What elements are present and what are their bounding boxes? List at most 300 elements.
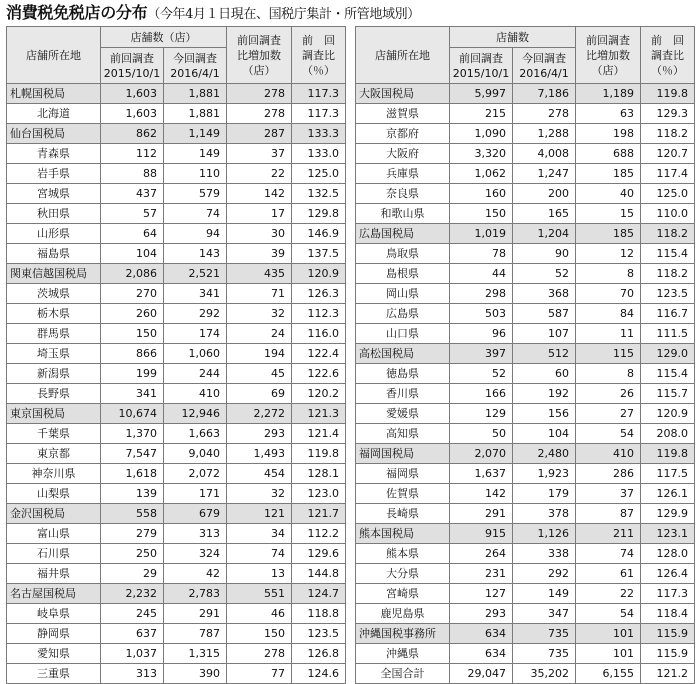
cell-increase: 37 [227,144,292,164]
cell-increase: 27 [576,404,641,424]
cell-increase: 278 [227,644,292,664]
cell-ratio: 116.0 [292,324,346,344]
cell-increase: 121 [227,504,292,524]
page-subtitle: （今年4月１日現在、国税庁集計・所管地域別） [147,7,420,22]
header-curr-date: 2016/4/1 [519,66,569,80]
cell-ratio: 120.7 [641,144,695,164]
bureau-row [7,124,346,144]
cell-location: 福井県 [7,564,101,584]
cell-location: 札幌国税局 [7,84,101,104]
cell-ratio: 117.3 [641,584,695,604]
prefecture-row [7,224,346,244]
cell-curr-count: 94 [164,224,227,244]
cell-location: 鹿児島県 [356,604,450,624]
bureau-row [7,584,346,604]
header-curr-survey [513,48,576,84]
cell-curr-count: 4,008 [513,144,576,164]
cell-ratio: 117.5 [641,464,695,484]
cell-prev-count: 1,090 [450,124,513,144]
cell-increase: 211 [576,524,641,544]
prefecture-row [7,284,346,304]
cell-ratio: 121.2 [641,664,695,684]
cell-ratio: 118.2 [641,224,695,244]
cell-curr-count: 1,881 [164,84,227,104]
cell-increase: 150 [227,624,292,644]
cell-curr-count: 1,204 [513,224,576,244]
prefecture-row [356,504,695,524]
cell-location: 沖縄県 [356,644,450,664]
header-location: 店舗所在地 [356,27,450,84]
cell-location: 愛媛県 [356,404,450,424]
cell-ratio: 115.4 [641,364,695,384]
cell-prev-count: 142 [450,484,513,504]
bureau-row [7,84,346,104]
cell-location: 佐賀県 [356,484,450,504]
cell-increase: 84 [576,304,641,324]
prefecture-row [7,544,346,564]
cell-location: 長野県 [7,384,101,404]
prefecture-row [7,304,346,324]
cell-location: 広島県 [356,304,450,324]
prefecture-row [7,444,346,464]
cell-curr-count: 12,946 [164,404,227,424]
cell-increase: 278 [227,104,292,124]
cell-increase: 39 [227,244,292,264]
cell-curr-count: 171 [164,484,227,504]
cell-ratio: 124.7 [292,584,346,604]
header-prev-date: 2015/10/1 [103,66,161,80]
cell-increase: 34 [227,524,292,544]
cell-prev-count: 129 [450,404,513,424]
cell-location: 関東信越国税局 [7,264,101,284]
cell-curr-count: 104 [513,424,576,444]
cell-curr-count: 292 [513,564,576,584]
cell-ratio: 121.4 [292,424,346,444]
cell-increase: 11 [576,324,641,344]
cell-ratio: 117.4 [641,164,695,184]
cell-location: 長崎県 [356,504,450,524]
cell-prev-count: 264 [450,544,513,564]
cell-curr-count: 90 [513,244,576,264]
cell-increase: 551 [227,584,292,604]
cell-ratio: 122.6 [292,364,346,384]
cell-curr-count: 42 [164,564,227,584]
cell-increase: 185 [576,164,641,184]
cell-location: 岡山県 [356,284,450,304]
header-increase-line3: （店） [591,63,625,77]
cell-location: 宮崎県 [356,584,450,604]
cell-location: 名古屋国税局 [7,584,101,604]
cell-prev-count: 2,232 [101,584,164,604]
cell-curr-count: 1,663 [164,424,227,444]
cell-increase: 87 [576,504,641,524]
header-ratio [641,27,695,84]
bureau-row [356,524,695,544]
header-curr-date: 2016/4/1 [170,66,220,80]
cell-increase: 12 [576,244,641,264]
cell-ratio: 124.6 [292,664,346,684]
header-increase [227,27,292,84]
prefecture-row [356,404,695,424]
cell-curr-count: 60 [513,364,576,384]
cell-ratio: 126.1 [641,484,695,504]
cell-location: 仙台国税局 [7,124,101,144]
cell-ratio: 123.5 [641,284,695,304]
cell-increase: 293 [227,424,292,444]
cell-curr-count: 174 [164,324,227,344]
cell-curr-count: 192 [513,384,576,404]
cell-increase: 194 [227,344,292,364]
cell-ratio: 112.3 [292,304,346,324]
cell-curr-count: 52 [513,264,576,284]
bureau-row [7,404,346,424]
cell-prev-count: 2,070 [450,444,513,464]
prefecture-row [356,364,695,384]
cell-prev-count: 1,603 [101,104,164,124]
cell-prev-count: 341 [101,384,164,404]
prefecture-row [7,144,346,164]
cell-curr-count: 7,186 [513,84,576,104]
cell-prev-count: 199 [101,364,164,384]
cell-curr-count: 735 [513,644,576,664]
cell-location: 徳島県 [356,364,450,384]
cell-increase: 24 [227,324,292,344]
cell-location: 東京国税局 [7,404,101,424]
prefecture-row [7,644,346,664]
cell-prev-count: 250 [101,544,164,564]
cell-increase: 286 [576,464,641,484]
cell-prev-count: 245 [101,604,164,624]
prefecture-row [356,144,695,164]
cell-location: 秋田県 [7,204,101,224]
cell-prev-count: 866 [101,344,164,364]
cell-prev-count: 558 [101,504,164,524]
cell-location: 金沢国税局 [7,504,101,524]
cell-prev-count: 1,370 [101,424,164,444]
prefecture-row [356,384,695,404]
prefecture-row [7,624,346,644]
header-store-count: 店舗数（店） [101,27,227,48]
cell-ratio: 115.9 [641,624,695,644]
prefecture-row [356,564,695,584]
cell-location: 茨城県 [7,284,101,304]
cell-increase: 2,272 [227,404,292,424]
cell-location: 岩手県 [7,164,101,184]
cell-prev-count: 150 [101,324,164,344]
cell-increase: 198 [576,124,641,144]
cell-increase: 410 [576,444,641,464]
cell-location: 宮城県 [7,184,101,204]
cell-prev-count: 50 [450,424,513,444]
header-curr-label: 今回調査 [522,51,566,65]
header-ratio-line2: 調査比 [302,48,335,62]
prefecture-row [7,104,346,124]
cell-increase: 61 [576,564,641,584]
cell-ratio: 125.0 [292,164,346,184]
cell-curr-count: 9,040 [164,444,227,464]
cell-location: 奈良県 [356,184,450,204]
prefecture-row [356,484,695,504]
cell-ratio: 128.0 [641,544,695,564]
cell-increase: 69 [227,384,292,404]
cell-location: 静岡県 [7,624,101,644]
prefecture-row [356,264,695,284]
header-ratio-line3: （％） [651,63,684,77]
bureau-row [356,84,695,104]
cell-location: 兵庫県 [356,164,450,184]
cell-location: 栃木県 [7,304,101,324]
cell-increase: 30 [227,224,292,244]
cell-location: 沖縄国税事務所 [356,624,450,644]
cell-curr-count: 313 [164,524,227,544]
cell-curr-count: 324 [164,544,227,564]
cell-increase: 101 [576,644,641,664]
cell-ratio: 118.4 [641,604,695,624]
prefecture-row [356,184,695,204]
header-curr-survey [164,48,227,84]
header-ratio-line1: 前 回 [651,33,684,47]
cell-location: 大阪府 [356,144,450,164]
prefecture-row [7,384,346,404]
cell-ratio: 123.5 [292,624,346,644]
cell-prev-count: 270 [101,284,164,304]
prefecture-row [356,204,695,224]
cell-curr-count: 341 [164,284,227,304]
cell-prev-count: 3,320 [450,144,513,164]
cell-increase: 688 [576,144,641,164]
cell-increase: 101 [576,624,641,644]
cell-ratio: 121.3 [292,404,346,424]
cell-location: 神奈川県 [7,464,101,484]
cell-ratio: 120.9 [292,264,346,284]
header-curr-label: 今回調査 [173,51,217,65]
cell-prev-count: 1,037 [101,644,164,664]
cell-location: 新潟県 [7,364,101,384]
cell-prev-count: 313 [101,664,164,684]
cell-prev-count: 7,547 [101,444,164,464]
bureau-row [7,264,346,284]
cell-prev-count: 88 [101,164,164,184]
cell-location: 岐阜県 [7,604,101,624]
cell-prev-count: 293 [450,604,513,624]
cell-increase: 70 [576,284,641,304]
header-prev-survey [450,48,513,84]
cell-location: 熊本国税局 [356,524,450,544]
cell-increase: 287 [227,124,292,144]
cell-increase: 15 [576,204,641,224]
header-increase-line1: 前回調査 [586,33,630,47]
prefecture-row [7,184,346,204]
cell-curr-count: 2,521 [164,264,227,284]
cell-curr-count: 149 [513,584,576,604]
cell-curr-count: 679 [164,504,227,524]
cell-prev-count: 1,603 [101,84,164,104]
cell-ratio: 125.0 [641,184,695,204]
cell-location: 山形県 [7,224,101,244]
cell-curr-count: 2,072 [164,464,227,484]
prefecture-row [7,564,346,584]
cell-ratio: 126.8 [292,644,346,664]
cell-curr-count: 512 [513,344,576,364]
total-row [356,664,695,684]
cell-increase: 37 [576,484,641,504]
cell-location: 福島県 [7,244,101,264]
cell-increase: 22 [576,584,641,604]
cell-prev-count: 637 [101,624,164,644]
cell-location: 島根県 [356,264,450,284]
cell-ratio: 119.8 [641,84,695,104]
prefecture-row [356,424,695,444]
cell-increase: 54 [576,604,641,624]
cell-curr-count: 587 [513,304,576,324]
cell-prev-count: 862 [101,124,164,144]
cell-ratio: 132.5 [292,184,346,204]
cell-ratio: 129.8 [292,204,346,224]
cell-prev-count: 298 [450,284,513,304]
cell-prev-count: 78 [450,244,513,264]
cell-location: 山梨県 [7,484,101,504]
cell-ratio: 133.0 [292,144,346,164]
cell-curr-count: 1,126 [513,524,576,544]
cell-ratio: 116.7 [641,304,695,324]
cell-increase: 22 [227,164,292,184]
cell-ratio: 115.4 [641,244,695,264]
cell-location: 鳥取県 [356,244,450,264]
cell-location: 広島国税局 [356,224,450,244]
cell-curr-count: 74 [164,204,227,224]
header-store-count: 店舗数 [450,27,576,48]
prefecture-row [356,604,695,624]
header-ratio-line1: 前 回 [302,33,335,47]
cell-ratio: 111.5 [641,324,695,344]
cell-location: 群馬県 [7,324,101,344]
cell-prev-count: 44 [450,264,513,284]
cell-prev-count: 139 [101,484,164,504]
cell-increase: 435 [227,264,292,284]
cell-location: 三重県 [7,664,101,684]
cell-curr-count: 110 [164,164,227,184]
cell-location: 大分県 [356,564,450,584]
distribution-table-left [6,26,346,684]
prefecture-row [7,484,346,504]
cell-prev-count: 437 [101,184,164,204]
cell-ratio: 110.0 [641,204,695,224]
cell-increase: 454 [227,464,292,484]
cell-ratio: 129.9 [641,504,695,524]
cell-curr-count: 368 [513,284,576,304]
header-increase-line1: 前回調査 [237,33,281,47]
bureau-row [356,344,695,364]
cell-ratio: 119.8 [641,444,695,464]
cell-curr-count: 143 [164,244,227,264]
cell-ratio: 144.8 [292,564,346,584]
prefecture-row [356,164,695,184]
cell-prev-count: 231 [450,564,513,584]
cell-curr-count: 1,060 [164,344,227,364]
cell-increase: 32 [227,304,292,324]
page-title: 消費税免税店の分布 [6,3,148,22]
cell-prev-count: 1,062 [450,164,513,184]
cell-prev-count: 634 [450,644,513,664]
cell-curr-count: 410 [164,384,227,404]
cell-location: 和歌山県 [356,204,450,224]
cell-prev-count: 57 [101,204,164,224]
prefecture-row [356,324,695,344]
cell-prev-count: 1,618 [101,464,164,484]
cell-prev-count: 127 [450,584,513,604]
title-row [6,2,696,24]
distribution-table-right [355,26,695,684]
cell-prev-count: 291 [450,504,513,524]
cell-ratio: 115.7 [641,384,695,404]
cell-ratio: 137.5 [292,244,346,264]
cell-curr-count: 390 [164,664,227,684]
cell-ratio: 115.9 [641,644,695,664]
cell-curr-count: 787 [164,624,227,644]
cell-curr-count: 1,315 [164,644,227,664]
cell-curr-count: 338 [513,544,576,564]
cell-increase: 40 [576,184,641,204]
cell-prev-count: 1,637 [450,464,513,484]
cell-ratio: 118.2 [641,124,695,144]
cell-curr-count: 1,923 [513,464,576,484]
cell-ratio: 123.0 [292,484,346,504]
bureau-row [356,624,695,644]
cell-prev-count: 166 [450,384,513,404]
cell-increase: 13 [227,564,292,584]
prefecture-row [356,304,695,324]
cell-curr-count: 244 [164,364,227,384]
cell-increase: 1,189 [576,84,641,104]
cell-prev-count: 104 [101,244,164,264]
cell-location: 山口県 [356,324,450,344]
prefecture-row [356,544,695,564]
cell-location: 青森県 [7,144,101,164]
cell-location: 愛知県 [7,644,101,664]
cell-increase: 74 [576,544,641,564]
prefecture-row [7,664,346,684]
cell-location: 全国合計 [356,664,450,684]
prefecture-row [7,204,346,224]
cell-location: 富山県 [7,524,101,544]
header-prev-survey [101,48,164,84]
cell-ratio: 128.1 [292,464,346,484]
cell-increase: 71 [227,284,292,304]
cell-prev-count: 915 [450,524,513,544]
cell-increase: 8 [576,364,641,384]
cell-curr-count: 179 [513,484,576,504]
cell-ratio: 122.4 [292,344,346,364]
header-increase-line2: 比増加数 [237,48,281,62]
cell-curr-count: 1,881 [164,104,227,124]
cell-increase: 1,493 [227,444,292,464]
cell-prev-count: 1,019 [450,224,513,244]
header-increase [576,27,641,84]
prefecture-row [356,644,695,664]
prefecture-row [356,584,695,604]
cell-curr-count: 347 [513,604,576,624]
cell-curr-count: 2,480 [513,444,576,464]
cell-curr-count: 165 [513,204,576,224]
bureau-row [356,444,695,464]
header-prev-label: 前回調査 [459,51,503,65]
table-body-left [7,84,346,684]
prefecture-row [7,164,346,184]
cell-ratio: 208.0 [641,424,695,444]
cell-prev-count: 2,086 [101,264,164,284]
cell-increase: 32 [227,484,292,504]
cell-increase: 74 [227,544,292,564]
